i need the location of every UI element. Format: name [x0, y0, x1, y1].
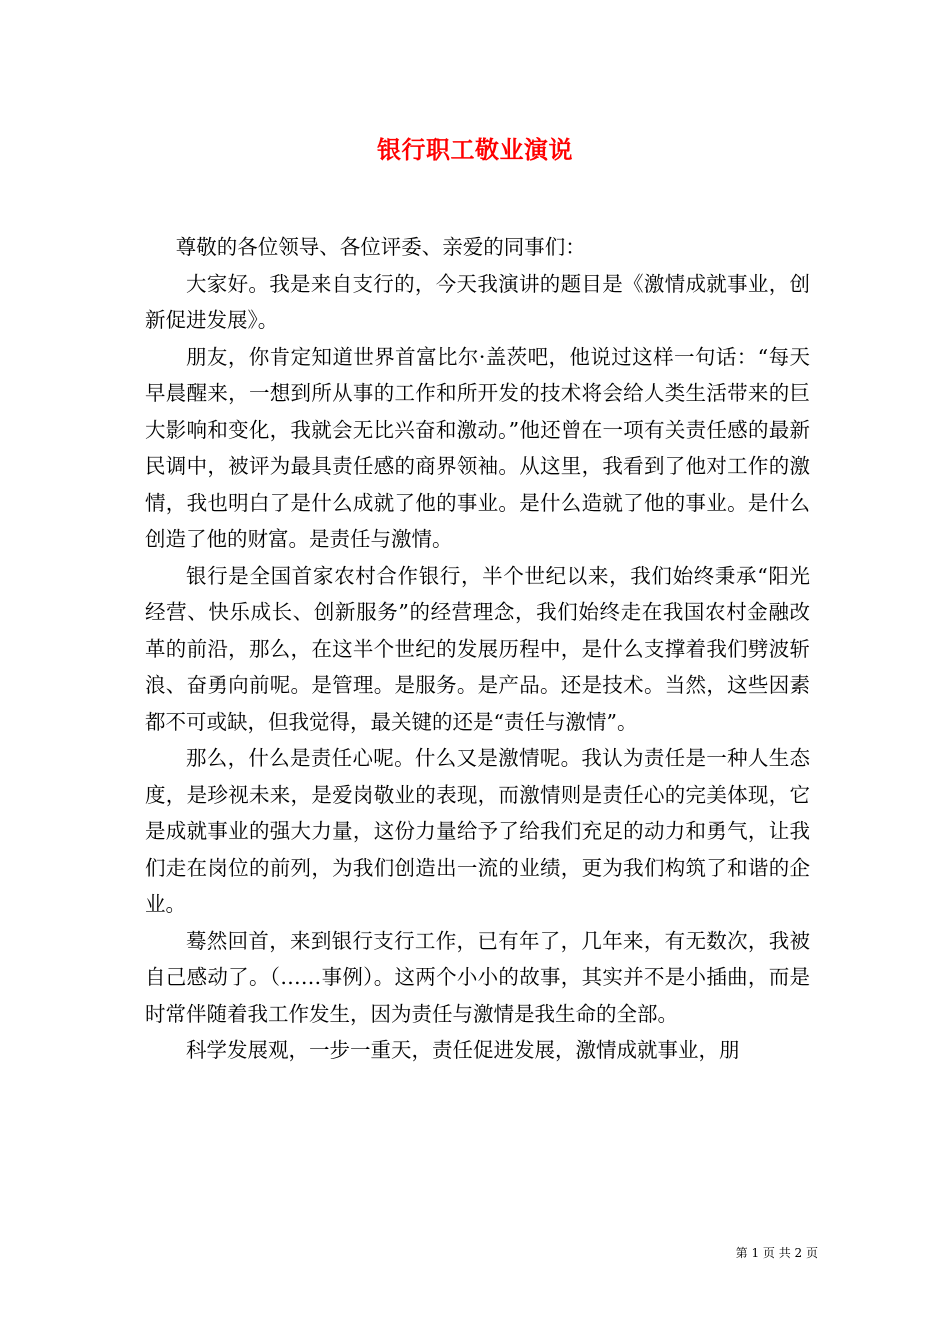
paragraph-4: 银行是全国首家农村合作银行，半个世纪以来，我们始终秉承“阳光经营、快乐成长、创新服务”的经营理念，我们始终走在我国农村金融改革的前沿，那么，在这半个世纪的发展历程中，是什么支撑着我们劈波斩浪、奋勇向前呢。是管理。是服务。是产品。还是技术。当然，这些因素都不可或缺，但我觉得，最关键的还是“责任与激情”。: [145, 563, 810, 734]
paragraph-3: 朋友，你肯定知道世界首富比尔·盖茨吧，他说过这样一句话：“每天早晨醒来，一想到所从事的工作和所开发的技术将会给人类生活带来的巨大影响和变化，我就会无比兴奋和激动。”他还曾在一项有关责任感的最新民调中，被评为最具责任感的商界领袖。从这里，我看到了他对工作的激情，我也明白了是什么成就了他的事业。是什么造就了他的事业。是什么创造了他的财富。是责任与激情。: [145, 344, 810, 551]
paragraph-6: 蓦然回首，来到银行支行工作，已有年了，几年来，有无数次，我被自己感动了。（……事例）。这两个小小的故事，其实并不是小插曲，而是时常伴随着我工作发生，因为责任与激情是我生命的全部。: [145, 928, 810, 1026]
paragraph-2: 大家好。我是来自支行的，今天我演讲的题目是《激情成就事业，创新促进发展》。: [145, 271, 810, 332]
paragraph-7: 科学发展观，一步一重天，责任促进发展，激情成就事业，朋: [186, 1038, 740, 1062]
document-title: 银行职工敬业演说: [377, 135, 573, 164]
page-number: 第 1 页 共 2 页: [735, 1246, 818, 1260]
paragraph-5: 那么，什么是责任心呢。什么又是激情呢。我认为责任是一种人生态度，是珍视未来，是爱岗敬业的表现，而激情则是责任心的完美体现，它是成就事业的强大力量，这份力量给予了给我们充足的动力和勇气，让我们走在岗位的前列，为我们创造出一流的业绩，更为我们构筑了和谐的企业。: [145, 746, 810, 916]
document-body: [145, 229, 810, 1069]
paragraph-salutation: 尊敬的各位领导、各位评委、亲爱的同事们：: [175, 235, 586, 259]
